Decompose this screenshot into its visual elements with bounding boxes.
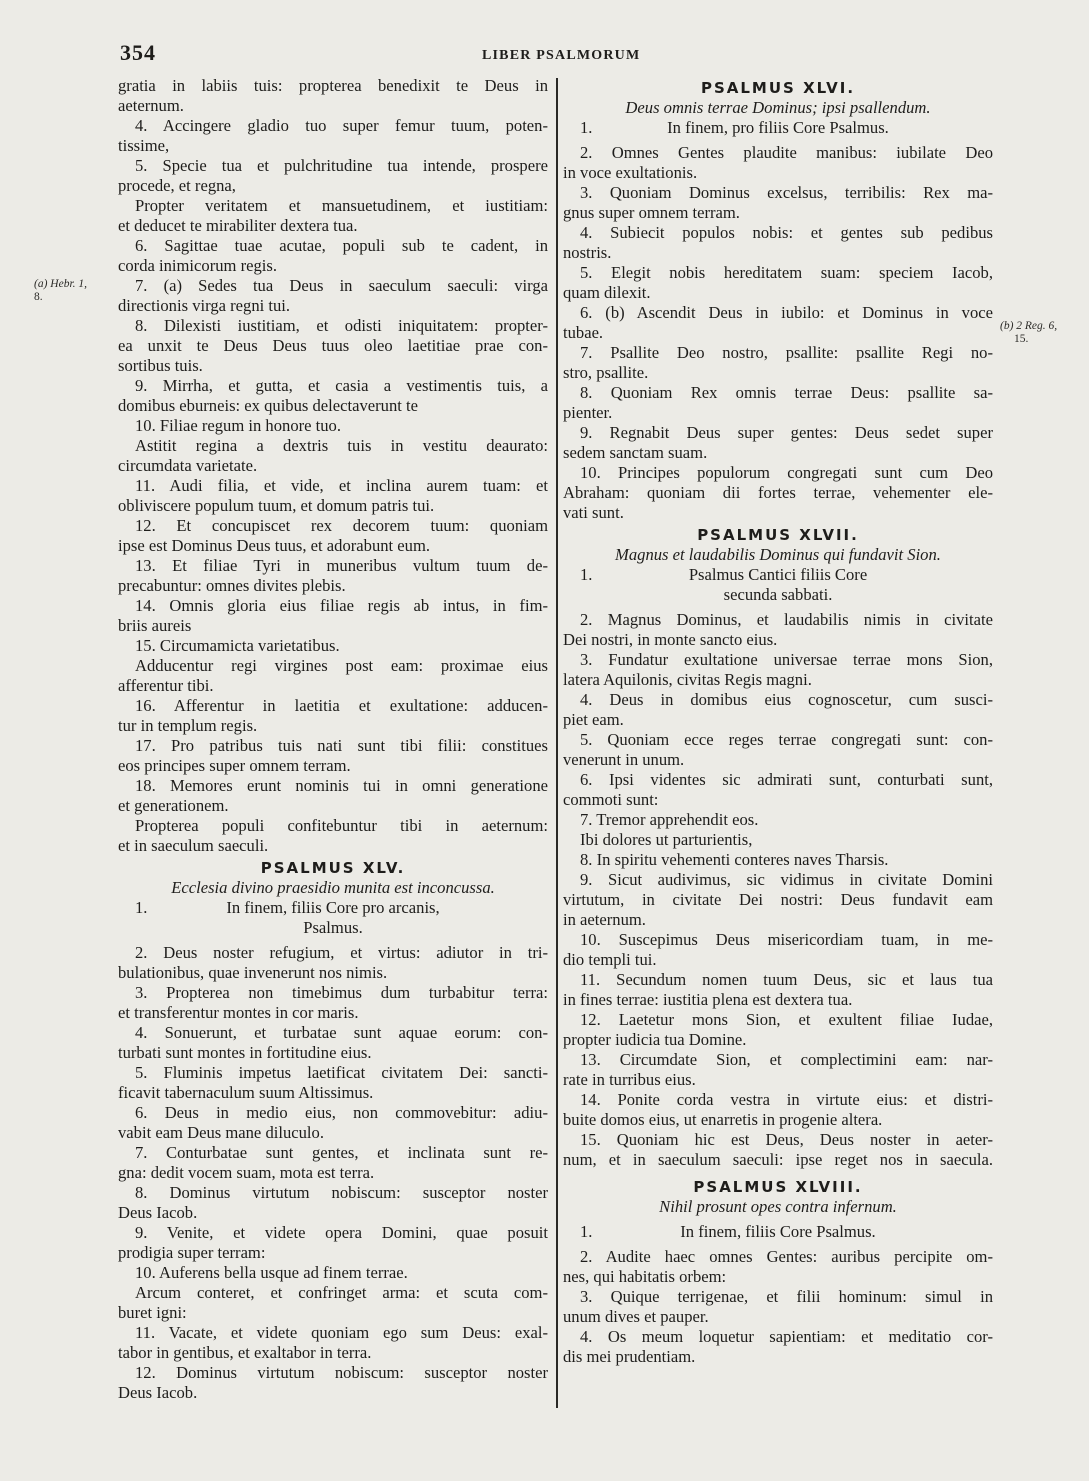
text-line: unum dives et pauper. <box>563 1307 709 1326</box>
text-line: 18. Memores erunt nominis tui in omni generatione <box>135 776 548 795</box>
psalm-title-verse <box>118 898 548 918</box>
text-line: sortibus tuis. <box>118 356 203 375</box>
text-line: et deducet te mirabiliter dextera tua. <box>118 216 358 235</box>
text-line: 6. Deus in medio eius, non commovebitur: adiu- <box>135 1103 548 1122</box>
text-line: 13. Circumdate Sion, et complectimini eam: nar- <box>580 1050 993 1069</box>
text-line: 11. Audi filia, et vide, et inclina aurem tuam: et <box>135 476 548 495</box>
text-line: bulationibus, quae invenerunt nos nimis. <box>118 963 388 982</box>
text-line: Propterea populi confitebuntur tibi in aeternum: <box>135 816 548 835</box>
text-line: 5. Specie tua et pulchritudine tua intende, prospere <box>135 156 548 175</box>
text-line: Adducentur regi virgines post eam: proximae eius <box>135 656 548 675</box>
text-line: nes, qui habitatis orbem: <box>563 1267 727 1286</box>
psalm-summary: Ecclesia divino praesidio munita est inconcussa. <box>171 878 495 897</box>
text-line: 8. Quoniam Rex omnis terrae Deus: psallite sa- <box>580 383 993 402</box>
text-line: in voce exultationis. <box>563 163 698 182</box>
text-line: Ibi dolores ut parturientis, <box>580 830 753 849</box>
text-line: num, et in saeculum saeculi: ipse reget nos in saecula. <box>563 1150 993 1169</box>
text-line: 14. Omnis gloria eius filiae regis ab intus, in fim- <box>135 596 548 615</box>
text-line: tubae. <box>563 323 604 342</box>
text-line: 5. Elegit nobis hereditatem suam: speciem Iacob, <box>580 263 993 282</box>
text-line: 2. Omnes Gentes plaudite manibus: iubilate Deo <box>580 143 993 162</box>
text-line: 11. Vacate, et videte quoniam ego sum Deus: exal- <box>135 1323 548 1342</box>
text-line: pienter. <box>563 403 613 422</box>
text-line: gratia in labiis tuis: propterea benedixit te Deus in <box>118 76 548 95</box>
text-line: Deus Iacob. <box>118 1203 198 1222</box>
text-line: 17. Pro patribus tuis nati sunt tibi filii: constitues <box>135 736 548 755</box>
text-line: 5. Fluminis impetus laetificat civitatem Dei: sancti- <box>135 1063 548 1082</box>
text-line: ipse est Dominus Deus tuus, et adorabunt eum. <box>118 536 431 555</box>
text-line: 4. Sonuerunt, et turbatae sunt aquae eorum: con- <box>135 1023 548 1042</box>
text-line: 9. Venite, et videte opera Domini, quae posuit <box>135 1223 548 1242</box>
text-line: 12. Laetetur mons Sion, et exultent filiae Iudae, <box>580 1010 993 1029</box>
text-line: precabuntur: omnes divites plebis. <box>118 576 346 595</box>
verse-number: 1. <box>580 1222 593 1241</box>
psalm-summary: Deus omnis terrae Dominus; ipsi psallendum. <box>625 98 931 117</box>
column-divider <box>556 78 558 1408</box>
text-line: corda inimicorum regis. <box>118 256 277 275</box>
text-line: 4. Subiecit populos nobis: et gentes sub pedibus <box>580 223 993 242</box>
left-column <box>118 76 548 1403</box>
text-line: dio templi tui. <box>563 950 657 969</box>
text-line: 8. Dilexisti iustitiam, et odisti iniquitatem: propter- <box>135 316 548 335</box>
text-line: Arcum conteret, et confringet arma: et scuta com- <box>135 1283 548 1302</box>
text-line: stro, psallite. <box>563 363 649 382</box>
text-line: tissime, <box>118 136 170 155</box>
text-line: latera Aquilonis, civitas Regis magni. <box>563 670 812 689</box>
text-line: 2. Audite haec omnes Gentes: auribus percipite om- <box>580 1247 993 1266</box>
text-line: rate in turribus eius. <box>563 1070 696 1089</box>
text-line: 8. In spiritu vehementi conteres naves Tharsis. <box>580 850 889 869</box>
psalm-heading: PSALMUS XLVI. <box>700 79 856 97</box>
text-line: 9. Regnabit Deus super gentes: Deus sedet super <box>580 423 993 442</box>
margin-note-left <box>34 278 114 304</box>
text-line: 7. (a) Sedes tua Deus in saeculum saeculi: virga <box>135 276 548 295</box>
text-line: 12. Et concupiscet rex decorem tuum: quoniam <box>135 516 548 535</box>
text-line: gnus super omnem terram. <box>563 203 740 222</box>
text-line: gna: dedit vocem suam, mota est terra. <box>118 1163 375 1182</box>
text-line: 4. Deus in domibus eius cognoscetur, cum susci- <box>580 690 993 709</box>
text-line: aeternum. <box>118 96 184 115</box>
text-line: buret igni: <box>118 1303 187 1322</box>
text-line: et in saeculum saeculi. <box>118 836 269 855</box>
text-line: dis mei prudentiam. <box>563 1347 696 1366</box>
psalm-heading: PSALMUS XLV. <box>260 859 406 877</box>
text-line: eos principes super omnem terram. <box>118 756 351 775</box>
text-line: obliviscere populum tuum, et domum patris tui. <box>118 496 435 515</box>
text-line: 9. Sicut audivimus, sic vidimus in civitate Domini <box>580 870 993 889</box>
running-head: LIBER PSALMORUM <box>482 48 641 63</box>
text-line: 15. Circumamicta varietatibus. <box>135 636 340 655</box>
psalm-title-verse <box>563 1222 993 1242</box>
text-line: 9. Mirrha, et gutta, et casia a vestimentis tuis, a <box>135 376 548 395</box>
text-line: Astitit regina a dextris tuis in vestitu deaurato: <box>135 436 548 455</box>
text-line: in fines terrae: iustitia plena est dextera tua. <box>563 990 853 1009</box>
title-text: In finem, filiis Core Psalmus. <box>680 1222 876 1241</box>
psalm-heading: PSALMUS XLVII. <box>697 526 859 544</box>
text-line: 16. Afferentur in laetitia et exultatione: adducen- <box>135 696 548 715</box>
text-line: 4. Os meum loquetur sapientiam: et meditatio cor- <box>580 1327 993 1346</box>
text-line: sedem sanctam suam. <box>563 443 708 462</box>
margin-note-left-line2: 8. <box>34 291 43 303</box>
text-line: piet eam. <box>563 710 624 729</box>
text-line: prodigia super terram: <box>118 1243 266 1262</box>
text-line: domibus eburneis: ex quibus delectaverunt te <box>118 396 418 415</box>
text-line: 6. Ipsi videntes sic admirati sunt, conturbati sunt, <box>580 770 993 789</box>
text-line: 2. Magnus Dominus, et laudabilis nimis in civitate <box>580 610 993 629</box>
text-line: 3. Quique terrigenae, et filii hominum: simul in <box>580 1287 993 1306</box>
text-line: 10. Suscepimus Deus misericordiam tuam, in me- <box>580 930 993 949</box>
text-line: 3. Fundatur exultatione universae terrae mons Sion, <box>580 650 993 669</box>
text-line: 5. Quoniam ecce reges terrae congregati sunt: con- <box>580 730 993 749</box>
text-line: in aeternum. <box>563 910 646 929</box>
text-line: 15. Quoniam hic est Deus, Deus noster in aeter- <box>580 1130 993 1149</box>
margin-note-right <box>1000 320 1085 346</box>
text-line: 14. Ponite corda vestra in virtute eius: et distri- <box>580 1090 993 1109</box>
text-line: 8. Dominus virtutum nobiscum: susceptor noster <box>135 1183 548 1202</box>
right-column <box>563 76 993 1367</box>
text-line: ficavit tabernaculum suum Altissimus. <box>118 1083 374 1102</box>
text-line: Dei nostri, in monte sancto eius. <box>563 630 778 649</box>
psalm-title-verse <box>563 118 993 138</box>
text-line: 3. Quoniam Dominus excelsus, terribilis: Rex ma- <box>580 183 993 202</box>
text-line: Deus Iacob. <box>118 1383 198 1402</box>
text-line: Abraham: quoniam dii fortes terrae, vehementer ele- <box>563 483 993 502</box>
verse-number: 1. <box>580 565 593 584</box>
margin-note-right-line2: 15. <box>1014 333 1029 345</box>
text-line: procede, et regna, <box>118 176 236 195</box>
text-line: turbati sunt montes in fortitudine eius. <box>118 1043 372 1062</box>
margin-note-left-line1: (a) Hebr. 1, <box>34 278 88 290</box>
text-line: et generationem. <box>118 796 229 815</box>
text-line: 7. Psallite Deo nostro, psallite: psallite Regi no- <box>580 343 993 362</box>
text-line: Propter veritatem et mansuetudinem, et iustitiam: <box>135 196 548 215</box>
text-line: vati sunt. <box>563 503 624 522</box>
text-line: 10. Auferens bella usque ad finem terrae. <box>135 1263 408 1282</box>
text-line: vabit eam Deus mane diluculo. <box>118 1123 324 1142</box>
text-line: afferentur tibi. <box>118 676 214 695</box>
text-line: quam dilexit. <box>563 283 651 302</box>
text-line: Psalmus. <box>303 918 363 937</box>
psalm-summary: Nihil prosunt opes contra infernum. <box>659 1197 897 1216</box>
psalm-heading: PSALMUS XLVIII. <box>693 1178 863 1196</box>
text-line: 7. Tremor apprehendit eos. <box>580 810 759 829</box>
text-line: 3. Propterea non timebimus dum turbabitur terra: <box>135 983 548 1002</box>
psalm-title-verse <box>563 565 993 585</box>
text-line: 6. Sagittae tuae acutae, populi sub te cadent, in <box>135 236 548 255</box>
text-line: briis aureis <box>118 616 192 635</box>
psalm-summary: Magnus et laudabilis Dominus qui fundavit Sion. <box>615 545 941 564</box>
text-line: 12. Dominus virtutum nobiscum: susceptor noster <box>135 1363 548 1382</box>
text-line: 11. Secundum nomen tuum Deus, sic et laus tua <box>580 970 993 989</box>
title-text: In finem, pro filiis Core Psalmus. <box>667 118 889 137</box>
text-line: 10. Filiae regum in honore tuo. <box>135 416 342 435</box>
text-line: circumdata varietate. <box>118 456 258 475</box>
text-line: tabor in gentibus, et exaltabor in terra. <box>118 1343 372 1362</box>
text-line: commoti sunt: <box>563 790 659 809</box>
text-line: 2. Deus noster refugium, et virtus: adiutor in tri- <box>135 943 548 962</box>
text-line: ea unxit te Deus Deus tuus oleo laetitiae prae con- <box>118 336 548 355</box>
text-line: 4. Accingere gladio tuo super femur tuum, poten- <box>135 116 548 135</box>
text-line: venerunt in unum. <box>563 750 685 769</box>
text-line: secunda sabbati. <box>723 585 833 604</box>
text-line: 13. Et filiae Tyri in muneribus vultum tuum de- <box>135 556 548 575</box>
verse-number: 1. <box>580 118 593 137</box>
page-number: 354 <box>120 40 156 65</box>
title-text: Psalmus Cantici filiis Core <box>688 565 868 584</box>
text-line: virtutum, in civitate Dei nostri: Deus fundavit eam <box>563 890 993 909</box>
text-line: tur in templum regis. <box>118 716 258 735</box>
text-line: 10. Principes populorum congregati sunt cum Deo <box>580 463 993 482</box>
text-line: 7. Conturbatae sunt gentes, et inclinata sunt re- <box>135 1143 548 1162</box>
text-line: nostris. <box>563 243 612 262</box>
text-line: buite domos eius, ut enarretis in progenie altera. <box>563 1110 883 1129</box>
text-line: 6. (b) Ascendit Deus in iubilo: et Dominus in voce <box>580 303 993 322</box>
verse-number: 1. <box>135 898 148 917</box>
margin-note-right-line1: (b) 2 Reg. 6, <box>1000 320 1058 332</box>
title-text: In finem, filiis Core pro arcanis, <box>226 898 440 917</box>
text-line: et transferentur montes in cor maris. <box>118 1003 359 1022</box>
text-line: propter iudicia tua Domine. <box>563 1030 747 1049</box>
text-line: directionis virga regni tui. <box>118 296 291 315</box>
